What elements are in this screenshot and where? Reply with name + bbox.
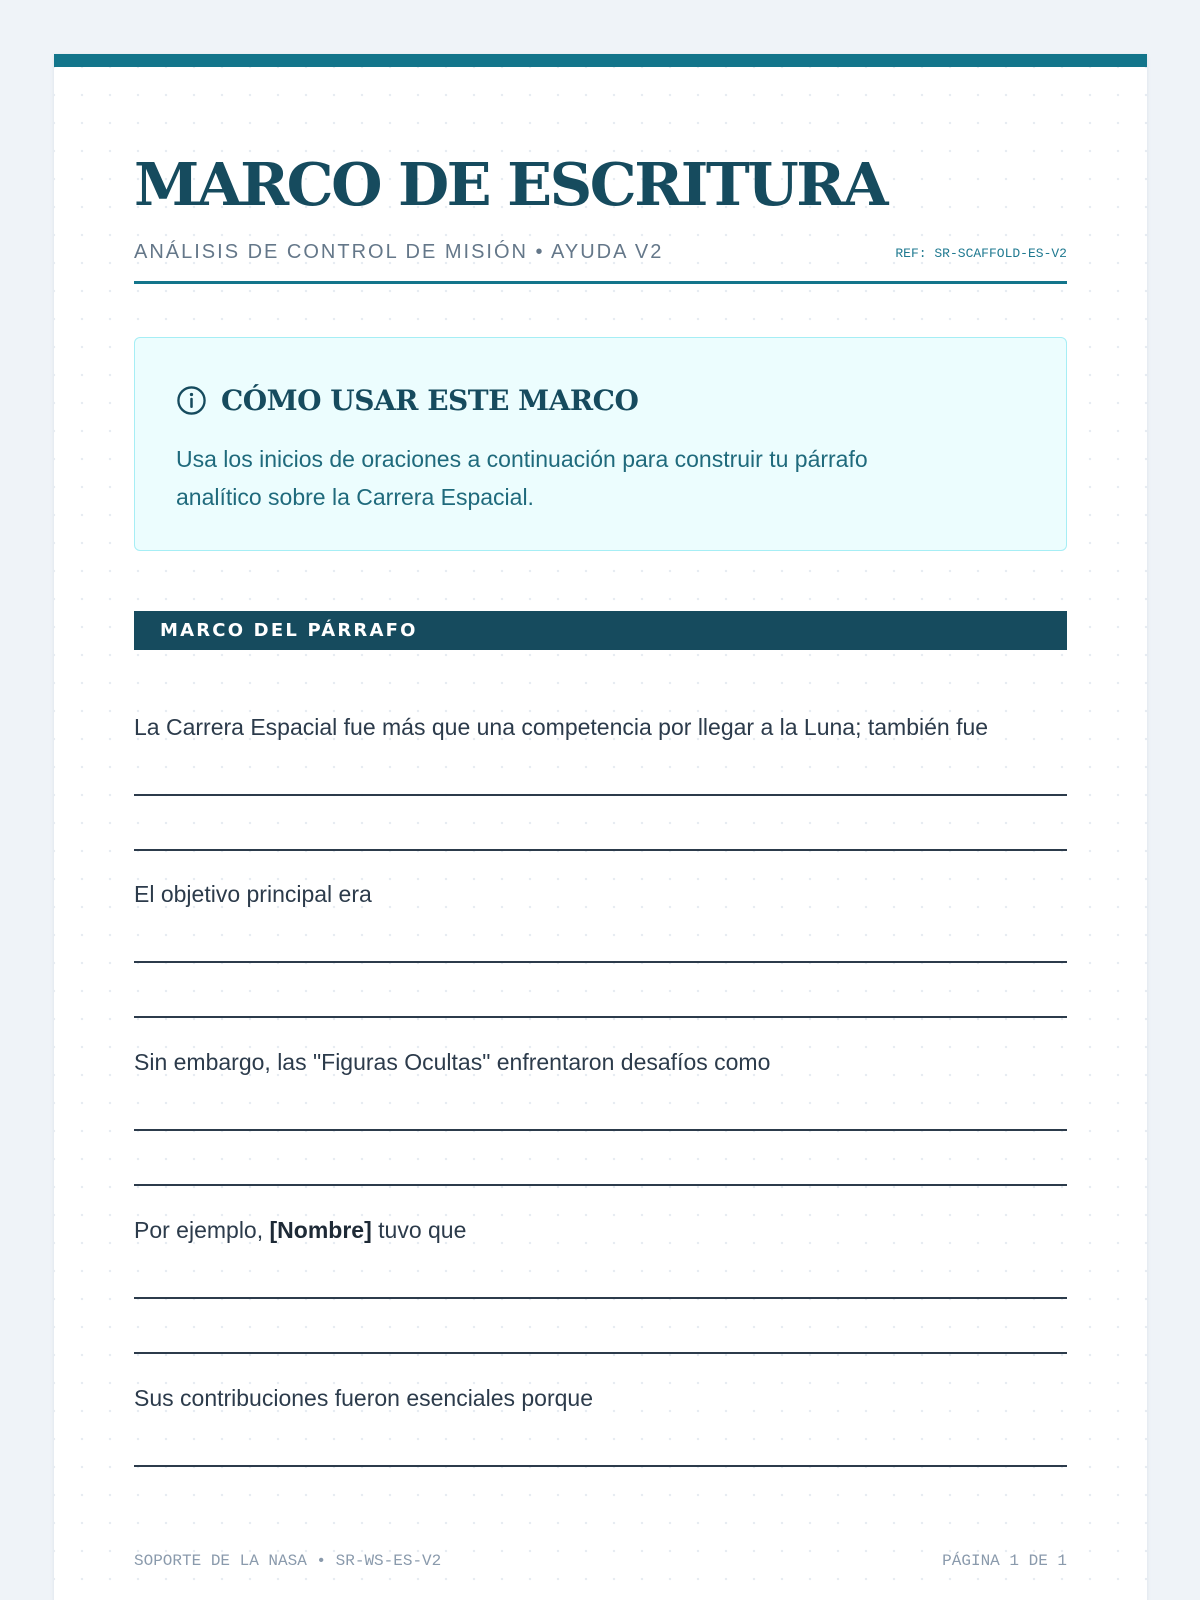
page-subtitle: ANÁLISIS DE CONTROL DE MISIÓN • AYUDA V2 bbox=[134, 241, 664, 263]
footer-source: SOPORTE DE LA NASA • SR-WS-ES-V2 bbox=[134, 1552, 442, 1570]
writing-line[interactable] bbox=[134, 1465, 1067, 1467]
starter-text-before: Por ejemplo, bbox=[134, 1217, 270, 1243]
section-header: MARCO DEL PÁRRAFO bbox=[134, 611, 1067, 650]
writing-line[interactable] bbox=[134, 1297, 1067, 1299]
writing-line[interactable] bbox=[134, 849, 1067, 851]
instructions-title: CÓMO USAR ESTE MARCO bbox=[221, 384, 639, 417]
reference-code: REF: SR-SCAFFOLD-ES-V2 bbox=[895, 246, 1067, 261]
writing-line[interactable] bbox=[134, 1129, 1067, 1131]
starter-text-after: tuvo que bbox=[371, 1217, 467, 1243]
writing-line[interactable] bbox=[134, 1352, 1067, 1354]
header-divider bbox=[134, 281, 1067, 284]
sentence-starter-1: La Carrera Espacial fue más que una competencia por llegar a la Luna; también fue bbox=[134, 714, 989, 740]
sentence-starter-3: Sin embargo, las "Figuras Ocultas" enfrentaron desafíos como bbox=[134, 1049, 771, 1075]
sentence-starter-5: Sus contribuciones fueron esenciales porque bbox=[134, 1385, 594, 1411]
page-title: MARCO DE ESCRITURA bbox=[134, 150, 887, 219]
worksheet-page bbox=[54, 54, 1147, 1600]
sentence-starter-4 bbox=[134, 1217, 1067, 1244]
sentence-starter-2: El objetivo principal era bbox=[134, 881, 372, 907]
instructions-header bbox=[176, 384, 638, 417]
writing-line[interactable] bbox=[134, 1016, 1067, 1018]
footer-page-number: PÁGINA 1 DE 1 bbox=[942, 1552, 1067, 1570]
writing-line[interactable] bbox=[134, 961, 1067, 963]
instructions-text: Usa los inicios de oraciones a continuación para construir tu párrafo analítico sobre la Carrera Espacial. bbox=[176, 446, 868, 510]
info-circle-icon bbox=[176, 385, 207, 416]
name-placeholder: [Nombre] bbox=[269, 1217, 372, 1243]
instructions-box bbox=[134, 337, 1067, 551]
writing-line[interactable] bbox=[134, 794, 1067, 796]
writing-line[interactable] bbox=[134, 1184, 1067, 1186]
